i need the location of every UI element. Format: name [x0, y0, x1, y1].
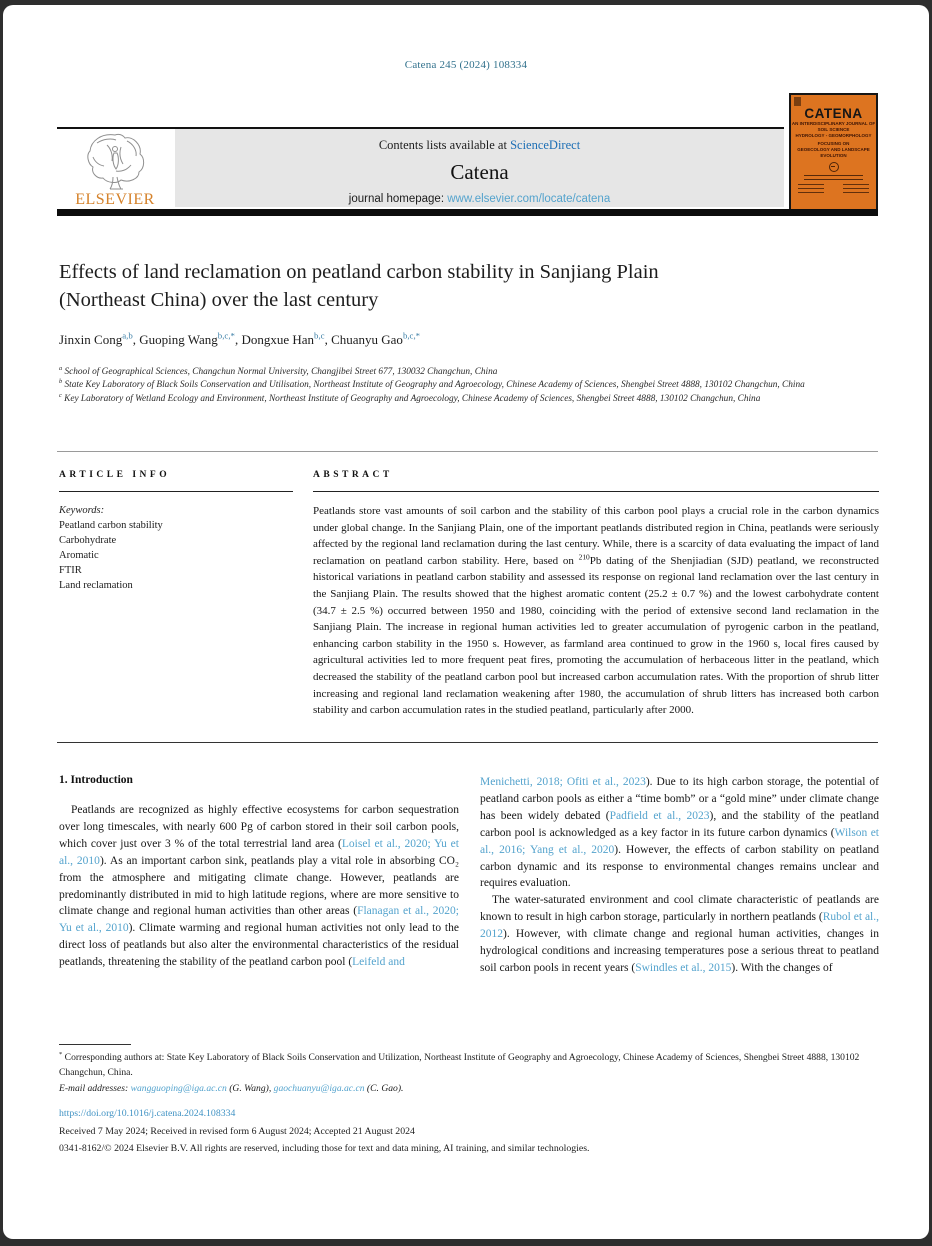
abstract-rule [313, 491, 879, 492]
text-segment: a [59, 364, 63, 372]
text-segment: ), and the stability of the peatland carbon pool is acknowledged as a key factor in its future carbon dynamics ( [480, 809, 879, 839]
text-segment: b [59, 378, 63, 386]
corresponding-author-note [59, 1050, 871, 1080]
footnote-rule [59, 1044, 131, 1045]
cover-publisher-mark [794, 97, 801, 106]
article-page [3, 5, 929, 1239]
cover-subtitle-line: AN INTERDISCIPLINARY JOURNAL OF [791, 121, 876, 126]
text-segment: c [59, 391, 62, 399]
inline-link[interactable]: Menichetti, 2018; Ofiti et al., 2023 [480, 776, 646, 788]
text-segment: E-mail addresses: [59, 1083, 131, 1094]
text-segment: a,b [122, 330, 133, 341]
received-dates-line: Received 7 May 2024; Received in revised form 6 August 2024; Accepted 21 August 2024 [59, 1126, 415, 1137]
inline-link[interactable]: Padfield et al., 2023 [609, 809, 710, 822]
text-segment: School of Geographical Sciences, Changchun Normal University, Changjibei Street 677, 130032 Changchun, China [62, 367, 498, 377]
text-segment: * [59, 1050, 63, 1058]
intro-paragraph [480, 774, 879, 892]
cover-subtitle-line: GEOECOLOGY AND LANDSCAPE EVOLUTION [797, 147, 870, 158]
text-segment: ). With the changes of [731, 961, 833, 974]
keyword-item: Land reclamation [59, 580, 133, 591]
text-segment: (G. Wang), [226, 1083, 274, 1094]
article-info-rule [59, 491, 293, 492]
text-segment: Corresponding authors at: State Key Laboratory of Black Soils Conservation and Utilization, Northeast Institute of Geography and Agroecology, Chinese Academy of Sciences, Shengbei Street 4888, 130102 Changchun, China. [59, 1052, 860, 1079]
text-segment: Peatlands are recognized as highly effective ecosystems for carbon sequestration over long timescales, with nearly 600 Pg of carbon stored in their soil carbon pools, which cover just over 3 % of the total terrestrial land area ( [59, 804, 459, 850]
text-segment: (C. Gao). [364, 1083, 404, 1094]
cover-divider [804, 175, 864, 176]
inline-link[interactable]: gaochuanyu@iga.ac.cn [273, 1083, 365, 1094]
inline-link[interactable]: Swindles et al., 2015 [635, 961, 732, 974]
text-segment: journal homepage: [348, 193, 448, 205]
text-segment: ). However, with climate change and regional human activities, changes in hydrological conditions and increasing temperatures pose a serious threat to peatland soil carbon pools in recent years ( [480, 928, 879, 974]
text-segment: , Chuanyu Gao [324, 332, 403, 347]
info-top-rule [57, 451, 878, 452]
article-title-line2: (Northeast China) over the last century [59, 289, 379, 311]
abstract-text [313, 503, 879, 719]
text-segment: ). Due to its high carbon storage, the potential of peatland carbon pools as either a “time bomb” or a “gold mine” under climate change has been widely debated ( [480, 776, 879, 822]
article-info-heading: ARTICLE INFO [59, 470, 171, 480]
masthead-bottom-bar [57, 209, 878, 216]
text-segment: , Dongxue Han [234, 332, 315, 347]
intro-paragraph [480, 892, 879, 977]
text-segment: ). However, the effects of carbon stability on peatland carbon dynamic and its response to environmental changes remains unclear and requires evaluation. [480, 843, 879, 890]
text-segment: Key Laboratory of Wetland Ecology and Environment, Northeast Institute of Geography and Agroecology, Chinese Academy of Sciences, Shengbei Street 4888, 130102 Changchun, China [61, 393, 761, 404]
inline-link[interactable]: Leifeld and [352, 956, 405, 969]
cover-globe-emblem [829, 162, 839, 172]
article-title-line1: Effects of land reclamation on peatland carbon stability in Sanjiang Plain [59, 261, 659, 283]
journal-homepage-line [175, 193, 784, 205]
affiliation-b [59, 379, 864, 392]
journal-banner [175, 129, 784, 207]
text-segment: b,c,* [217, 330, 235, 341]
inline-link[interactable]: ScienceDirect [510, 138, 581, 152]
inline-link[interactable]: Flanagan et al., 2020; Yu et al., 2010 [59, 905, 459, 935]
cover-journal-name: CATENA [804, 106, 863, 121]
text-segment: Peatlands store vast amounts of soil carbon and the stability of this carbon pool plays a crucial role in the carbon dynamics under global change. In the Sanjiang Plain, one of the important peatlands distributed region in China, peatlands were seriously affected by the regional land reclamation during the last century. While, there is a scarcity of data evaluating the impact of land reclamation on peatland carbon stability. Here, based on [313, 505, 879, 567]
abstract-bottom-rule [57, 742, 878, 743]
inline-link[interactable]: wangguoping@iga.ac.cn [130, 1083, 227, 1094]
text-segment: Jinxin Cong [59, 332, 123, 347]
elsevier-logo[interactable] [57, 131, 173, 210]
affiliations [59, 366, 864, 406]
keyword-item: FTIR [59, 565, 82, 576]
elsevier-wordmark: ELSEVIER [75, 191, 155, 208]
body-column-right [480, 774, 879, 977]
text-segment: b,c,* [402, 330, 421, 341]
inline-link[interactable]: Loisel et al., 2020; Yu et al., 2010 [59, 837, 459, 867]
text-segment: State Key Laboratory of Black Soils Conservation and Utilisation, Northeast Institute of Geography and Agroecology, Chinese Academy of Sciences, Shengbei Street 4888, 130102 Changchun, China [62, 380, 805, 391]
contents-available-line [175, 138, 784, 153]
cover-subtitle-line: FOCUSING ON [817, 141, 850, 146]
inline-link[interactable]: www.elsevier.com/locate/catena [447, 193, 611, 205]
keyword-item: Aromatic [59, 550, 99, 561]
journal-cover-thumbnail[interactable] [789, 93, 878, 211]
text-segment: Contents lists available at [378, 138, 511, 152]
journal-title: Catena [450, 160, 509, 184]
section-heading-introduction: 1. Introduction [59, 774, 133, 786]
text-segment: ). Climate warming and regional human activities not only lead to the direct loss of peatlands but also alter the environmental characteristics of the residual peatlands, threatening the stability of the peatland carbon pool ( [59, 922, 459, 969]
text-segment: The water-saturated environment and cool climate characteristic of peatlands are known to result in high carbon storage, particularly in northern peatlands ( [480, 894, 879, 924]
email-addresses-line [59, 1081, 871, 1096]
intro-paragraph [59, 802, 459, 971]
text-segment: b,c [314, 330, 325, 341]
text-segment: 210 [578, 552, 590, 562]
keywords-label: Keywords: [59, 505, 105, 516]
inline-link[interactable]: Rubol et al., 2012 [480, 911, 879, 941]
text-segment: , Guoping Wang [132, 332, 218, 347]
doi-link[interactable]: https://doi.org/10.1016/j.catena.2024.108334 [59, 1108, 236, 1119]
cover-editor-lines [791, 180, 876, 196]
keyword-item: Carbohydrate [59, 535, 117, 546]
affiliation-a [59, 366, 864, 379]
cover-subtitle-line: SOIL SCIENCE [817, 127, 850, 132]
text-segment: ). As an important carbon sink, peatlands play a vital role in absorbing CO₂ from the atmosphere and mitigating climate change. However, peatlands are predominantly distributed in mid to high latitude regions, where are more sensitive to climate change and regional human activities than other areas ( [59, 854, 459, 918]
journal-reference: Catena 245 (2024) 108334 [404, 59, 528, 71]
abstract-heading: ABSTRACT [313, 470, 393, 480]
elsevier-tree-icon [83, 131, 147, 193]
author-list [59, 332, 859, 348]
cover-subtitle-line: HYDROLOGY - GEOMORPHOLOGY [795, 133, 872, 138]
keyword-item: Peatland carbon stability [59, 520, 163, 531]
body-column-left [59, 802, 459, 971]
text-segment: Pb dating of the Shenjiadian (SJD) peatland, we reconstructed historical variations in peatland carbon stability and assessed its response on regional land reclamation over the last century in the Sanjiang Plain. The results showed that the highest aromatic content (25.2 ± 0.7 %) and the lowest carbohydrate content (34.7 ± 2.5 %) occurred between 1950 and 1980, coinciding with the period of extensive second land reclamation in the Sanjiang Plain. The increase in regional human activities led to greater accumulation of pyrogenic carbon in the peatland, enhancing carbon stability in the 1950 s. However, as farmland area continued to grow in the 1960 s, local fires caused by agricultural activities led to more frequent peat fires, promoting the accumulation of herbaceous litter in the peatland, which decreased the stability of the peatland carbon pool but increased carbon accumulation rates. With the proportion of shrub litter increasing and regional land reclamation weakening after 1980, the accumulation of shrub litters has increased both carbon stability and carbon accumulation rates in the studied peatland, particularly after 2000. [313, 554, 879, 717]
affiliation-c [59, 393, 864, 406]
inline-link[interactable]: Wilson et al., 2016; Yang et al., 2020 [480, 826, 880, 856]
copyright-line: 0341-8162/© 2024 Elsevier B.V. All rights are reserved, including those for text and data mining, AI training, and similar technologies. [59, 1143, 590, 1154]
